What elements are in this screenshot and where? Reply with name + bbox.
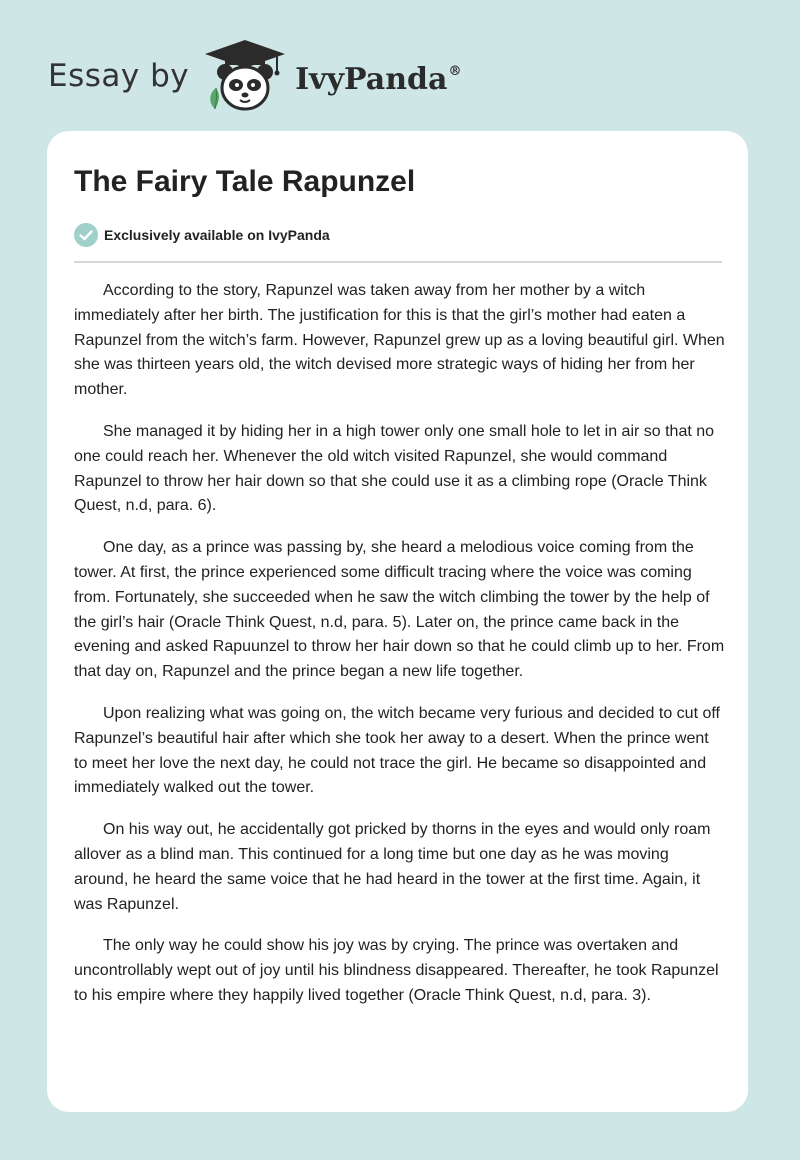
paragraph: She managed it by hiding her in a high tower only one small hole to let in air so that no one could reach her. Whenever the old witch visited Rapunzel, she would command Rapunzel to throw her hair down so that she could use it as a climbing rope (Oracle Think Quest, n.d, para. 6). — [74, 422, 715, 515]
essay-by-label: Essay by — [48, 58, 190, 94]
title-divider — [74, 261, 722, 263]
site-header — [48, 36, 461, 116]
paragraph: One day, as a prince was passing by, she heard a melodious voice coming from the tower. At first, the prince experienced some difficult tracing where the voice was coming from. Fortunately, she succeeded when he saw the witch climbing the tower by the help of the girl’s hair (Oracle Think Quest, n.d, para. 5). Later on, the prince came back in the evening and asked Rapuunzel to throw her hair down so that he could climb up to her. From that day on, Rapunzel and the prince began a new life together. — [74, 539, 725, 681]
check-circle-icon — [74, 223, 98, 247]
brand-text: IvyPanda — [295, 61, 448, 97]
exclusive-label: Exclusively available on IvyPanda — [104, 227, 330, 243]
essay-title: The Fairy Tale Rapunzel — [74, 165, 416, 198]
exclusive-badge — [74, 223, 330, 247]
essay-body — [74, 279, 726, 1026]
paragraph: Upon realizing what was going on, the witch became very furious and decided to cut off Rapunzel’s beautiful hair after which she took her away to a desert. When the prince went to meet her love the next day, he could not trace the girl. He became so disappointed and immediately walked out the tower. — [74, 704, 720, 797]
paragraph: According to the story, Rapunzel was taken away from her mother by a witch immediately after her birth. The justification for this is that the girl’s mother had eaten a Rapunzel from the witch’s farm. However, Rapunzel grew up as a loving beautiful girl. When she was thirteen years old, the witch devised more strategic ways of hiding her from her mother. — [74, 282, 725, 399]
paragraph: The only way he could show his joy was by crying. The prince was overtaken and uncontrollably wept out of joy until his blindness disappeared. Thereafter, he took Rapunzel to his empire where they happily lived together (Oracle Think Quest, n.d, para. 3). — [74, 937, 719, 1004]
paragraph: On his way out, he accidentally got pricked by thorns in the eyes and would only roam allover as a blind man. This continued for a long time but one day as he was moving around, he heard the same voice that he had heard in the tower at the first time. Again, it was Rapunzel. — [74, 821, 711, 913]
essay-card — [47, 131, 748, 1112]
trademark-symbol: ® — [448, 63, 462, 79]
brand-name — [295, 62, 461, 97]
panda-logo-icon[interactable] — [203, 38, 287, 114]
